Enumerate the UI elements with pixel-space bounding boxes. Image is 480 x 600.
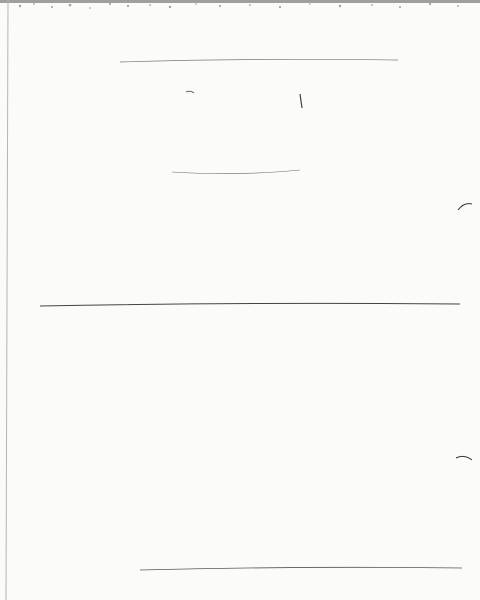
bottom-underline <box>140 567 462 570</box>
pencil-mark <box>300 94 302 108</box>
scan-edge-speckle <box>0 0 480 9</box>
margin-stroke <box>456 456 472 460</box>
margin-stroke <box>458 204 472 210</box>
pencil-mark-small <box>186 91 194 93</box>
basmala-underline <box>172 170 300 174</box>
paragraph-1-underline <box>40 303 460 306</box>
header-underline <box>120 59 398 62</box>
left-margin-shadow <box>6 0 8 600</box>
